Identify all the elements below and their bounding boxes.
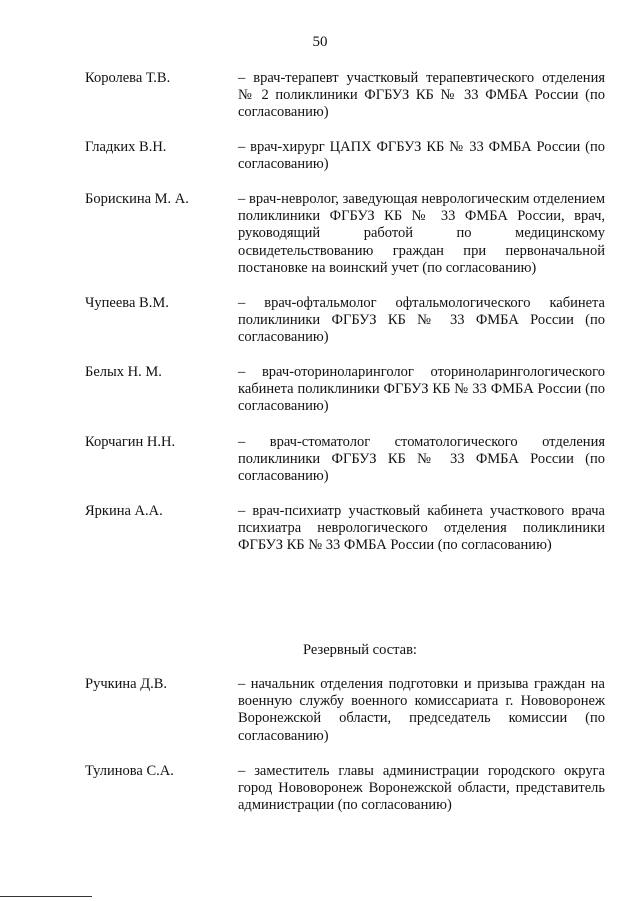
member-name: Чупеева В.М. — [85, 295, 169, 311]
member-name: Яркина А.А. — [85, 503, 163, 519]
member-description: – врач-хирург ЦАПХ ФГБУЗ КБ № 33 ФМБА России (по согласованию) — [238, 139, 605, 173]
member-entry — [85, 191, 605, 277]
footnote-separator-line — [0, 896, 92, 897]
reserve-member-entry — [85, 763, 605, 815]
member-description: – начальник отделения подготовки и призыва граждан на военную службу военного комиссариата г. Нововоронеж Воронежской области, председатель комиссии (по согласованию) — [238, 676, 605, 744]
member-name: Ручкина Д.В. — [85, 676, 168, 692]
member-description: – врач-офтальмолог офтальмологического кабинета поликлиники ФГБУЗ КБ № 33 ФМБА России (по согласованию) — [238, 295, 605, 346]
member-description: – врач-невролог, заведующая неврологическим отделением поликлиники ФГБУЗ КБ № 33 ФМБА России, врач, руководящий работой по медицинскому освидетельствованию граждан при первоначальной постановке на воинский учет (по согласованию) — [238, 191, 605, 276]
member-name: Королева Т.В. — [85, 70, 171, 86]
reserve-section-title: Резервный состав: — [303, 642, 417, 658]
member-description: – врач-терапевт участковый терапевтического отделения № 2 поликлиники ФГБУЗ КБ № 33 ФМБА России (по согласованию) — [238, 70, 605, 121]
member-description: – заместитель главы администрации городского округа город Нововоронеж Воронежской области, представитель администрации (по согласованию) — [238, 763, 605, 814]
member-description: – врач-оториноларинголог оториноларингологического кабинета поликлиники ФГБУЗ КБ № 33 ФМБА России (по согласованию) — [238, 364, 605, 415]
member-entry — [85, 503, 605, 555]
member-name: Гладких В.Н. — [85, 139, 167, 155]
member-entry — [85, 434, 605, 486]
member-description: – врач-стоматолог стоматологического отделения поликлиники ФГБУЗ КБ № 33 ФМБА России (по согласованию) — [238, 434, 605, 485]
member-entry — [85, 139, 605, 173]
member-description: – врач-психиатр участковый кабинета участкового врача психиатра неврологического отделения поликлиники ФГБУЗ КБ № 33 ФМБА России (по согласованию) — [238, 503, 605, 554]
reserve-member-entry — [85, 676, 605, 745]
page-number: 50 — [312, 34, 328, 50]
member-name: Борискина М. А. — [85, 191, 189, 207]
member-entry — [85, 70, 605, 122]
member-name: Тулинова С.А. — [85, 763, 174, 779]
member-name: Белых Н. М. — [85, 364, 162, 380]
member-entry — [85, 295, 605, 347]
member-name: Корчагин Н.Н. — [85, 434, 176, 450]
member-entry — [85, 364, 605, 416]
